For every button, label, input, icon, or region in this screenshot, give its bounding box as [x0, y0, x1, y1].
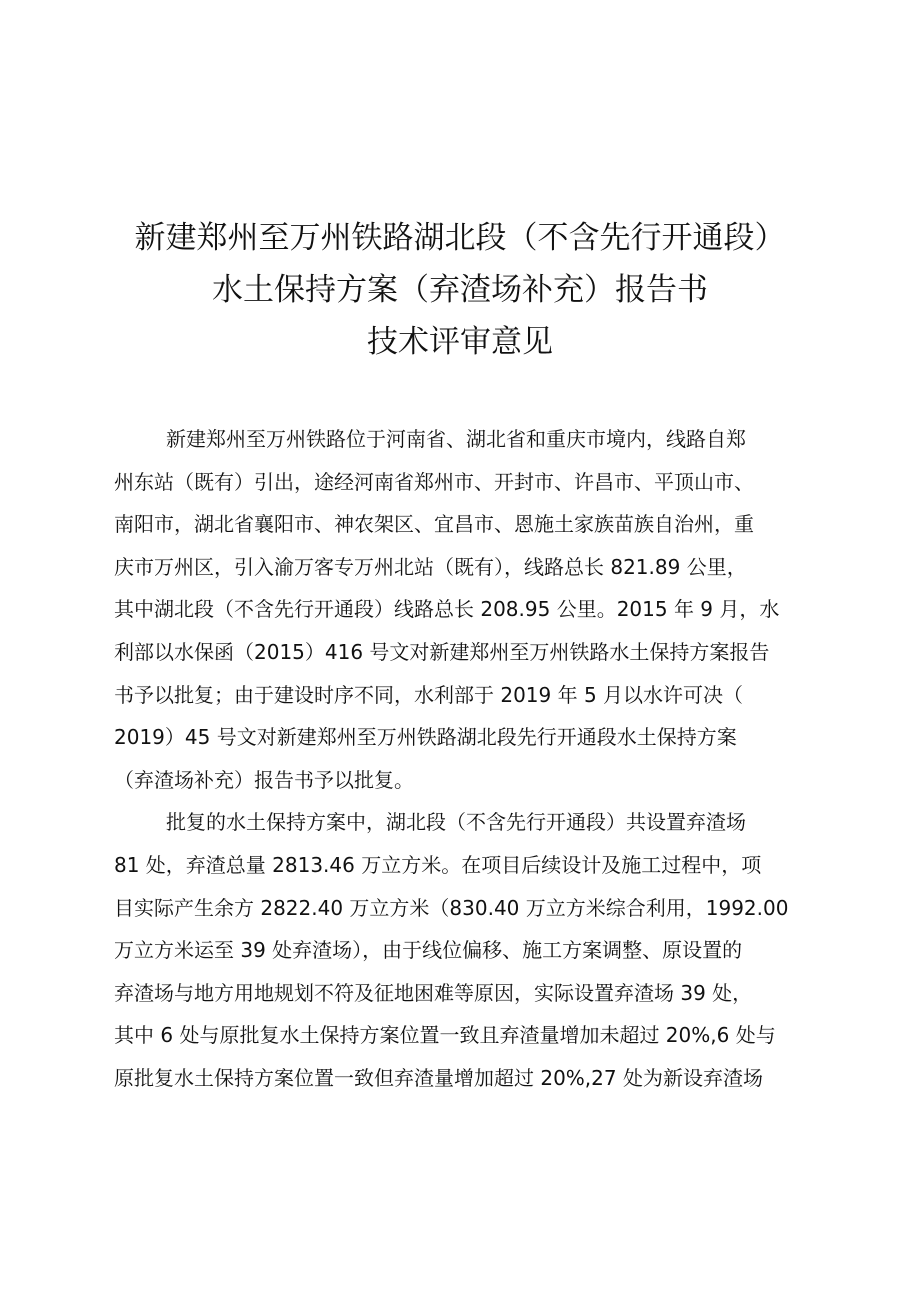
paragraph-line: 新建郑州至万州铁路位于河南省、湖北省和重庆市境内，线路自郑: [166, 427, 746, 451]
paragraph-line: 南阳市，湖北省襄阳市、神农架区、宜昌市、恩施土家族苗族自治州，重: [114, 512, 754, 537]
paragraph-line: 书予以批复；由于建设时序不同，水利部于 2019 年 5 月以水许可决（: [114, 682, 744, 707]
paragraph-line: 其中湖北段（不含先行开通段）线路总长 208.95 公里。2015 年 9 月，水: [114, 597, 780, 622]
document-title: [100, 212, 820, 368]
paragraph-line: 目实际产生余方 2822.40 万立方米（830.40 万立方米综合利用，1992.00: [114, 895, 789, 920]
paragraph-line: 原批复水土保持方案位置一致但弃渣量增加超过 20%,27 处为新设弃渣场: [114, 1065, 763, 1090]
document-body: [114, 418, 814, 1100]
paragraph-line: （弃渣场补充）报告书予以批复。: [114, 767, 414, 792]
paragraph-line: 弃渣场与地方用地规划不符及征地困难等原因，实际设置弃渣场 39 处，: [114, 980, 753, 1005]
paragraph-line: 利部以水保函（2015）416 号文对新建郑州至万州铁路水土保持方案报告: [114, 639, 770, 664]
paragraph-line: 庆市万州区，引入渝万客专万州北站（既有），线路总长 821.89 公里，: [114, 554, 747, 579]
paragraph-line: 批复的水土保持方案中，湖北段（不含先行开通段）共设置弃渣场: [166, 810, 746, 835]
paragraph-line: 州东站（既有）引出，途经河南省郑州市、开封市、许昌市、平顶山市、: [114, 469, 754, 494]
paragraph-line: 其中 6 处与原批复水土保持方案位置一致且弃渣量增加未超过 20%,6 处与: [114, 1023, 776, 1048]
paragraph-line: 万立方米运至 39 处弃渣场），由于线位偏移、施工方案调整、原设置的: [114, 938, 743, 963]
title-line-2: 水土保持方案（弃渣场补充）报告书: [212, 272, 708, 308]
paragraph-line: 2019）45 号文对新建郑州至万州铁路湖北段先行开通段水土保持方案: [114, 725, 737, 750]
paragraph-2: [114, 801, 814, 1099]
paragraph-line: 81 处，弃渣总量 2813.46 万立方米。在项目后续设计及施工过程中，项: [114, 852, 762, 877]
paragraph-1: [114, 418, 814, 801]
title-line-1: 新建郑州至万州铁路湖北段（不含先行开通段）: [134, 220, 786, 256]
title-line-3: 技术评审意见: [367, 324, 553, 360]
